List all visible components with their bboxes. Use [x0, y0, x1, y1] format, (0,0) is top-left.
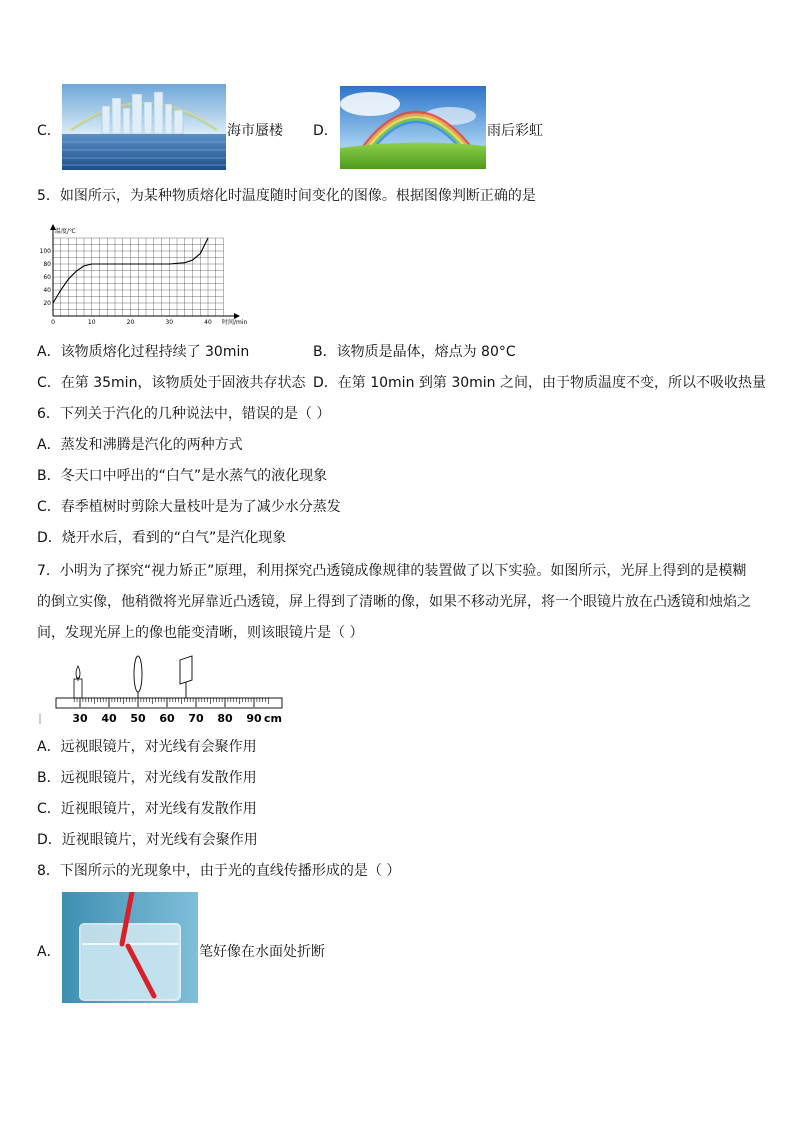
- q7-option-a: A．远视眼镜片，对光线有会聚作用: [37, 739, 257, 755]
- x-axis-label: 时间/min: [222, 319, 248, 326]
- optical-bench-figure: [34, 652, 286, 728]
- melting-chart-svg: [34, 224, 250, 328]
- x-tick-label: 0: [51, 319, 55, 326]
- q4-option-d-text: 雨后彩虹: [487, 123, 543, 139]
- q6-stem: 6．下列关于汽化的几种说法中，错误的是（ ）: [37, 406, 331, 422]
- x-tick-label: 20: [126, 319, 135, 326]
- q8-option-a-text: 笔好像在水面处折断: [199, 944, 325, 960]
- candle-icon: [74, 666, 82, 698]
- ruler-unit: cm: [264, 712, 282, 725]
- q8-option-a-label: A．: [37, 944, 61, 960]
- y-axis-label: 温度/℃: [55, 228, 76, 235]
- ruler-label: 40: [101, 712, 117, 725]
- y-tick-label: 40: [43, 287, 51, 294]
- q5-option-d: D．在第 10min 到第 30min 之间，由于物质温度不变，所以不吸收热量: [313, 375, 767, 391]
- q5-stem: 5．如图所示，为某种物质熔化时温度随时间变化的图像。根据图像判断正确的是: [37, 188, 536, 204]
- y-tick-label: 20: [43, 300, 51, 307]
- q5-option-b: B．该物质是晶体，熔点为 80°C: [313, 344, 516, 360]
- q4-option-c-label: C．: [37, 123, 61, 139]
- ruler-label: 30: [72, 712, 88, 725]
- q4-option-d-label: D．: [313, 123, 338, 139]
- q6-option-d: D．烧开水后，看到的“白气”是汽化现象: [37, 530, 287, 546]
- melting-chart: [34, 224, 250, 328]
- ruler-label: 90: [246, 712, 262, 725]
- q7-stem-line-2: 的倒立实像，他稍微将光屏靠近凸透镜，屏上得到了清晰的像，如果不移动光屏，将一个眼镜片放在凸透镜和烛焰之: [37, 594, 751, 610]
- light-screen-icon: [180, 656, 192, 700]
- q8-stem: 8．下图所示的光现象中，由于光的直线传播形成的是（ ）: [37, 863, 401, 879]
- q7-option-c: C．近视眼镜片，对光线有发散作用: [37, 801, 257, 817]
- q5-option-a: A．该物质熔化过程持续了 30min: [37, 344, 250, 360]
- x-tick-label: 40: [204, 319, 212, 326]
- mirage-image: [62, 84, 226, 170]
- q7-stem-line-3: 间，发现光屏上的像也能变清晰，则该眼镜片是（ ）: [37, 625, 364, 641]
- q7-option-d: D．近视眼镜片，对光线有会聚作用: [37, 832, 258, 848]
- ruler-label: 50: [130, 712, 146, 725]
- q7-option-b: B．远视眼镜片，对光线有发散作用: [37, 770, 257, 786]
- chart-grid: [53, 238, 224, 316]
- q4-option-c-text: 海市蜃楼: [227, 123, 283, 139]
- pencil-in-water-image: [62, 892, 198, 1003]
- ruler-label: 70: [188, 712, 204, 725]
- y-tick-label: 60: [43, 274, 51, 281]
- rainbow-image: [340, 86, 486, 169]
- q6-option-b: B．冬天口中呼出的“白气”是水蒸气的液化现象: [37, 468, 328, 484]
- x-tick-label: 30: [165, 319, 174, 326]
- q6-option-c: C．春季植树时剪除大量枝叶是为了减少水分蒸发: [37, 499, 341, 515]
- x-tick-label: 10: [87, 319, 96, 326]
- ruler-label: 80: [217, 712, 233, 725]
- ruler-label: 60: [159, 712, 175, 725]
- q5-option-c: C．在第 35min，该物质处于固液共存状态: [37, 375, 306, 391]
- q6-option-a: A．蒸发和沸腾是汽化的两种方式: [37, 437, 243, 453]
- y-tick-label: 100: [39, 248, 51, 255]
- y-tick-label: 80: [43, 261, 51, 268]
- convex-lens-icon: [134, 656, 142, 700]
- q7-stem-line-1: 7．小明为了探究“视力矫正”原理，利用探究凸透镜成像规律的装置做了以下实验。如图所示，光屏上得到的是模糊: [37, 563, 747, 579]
